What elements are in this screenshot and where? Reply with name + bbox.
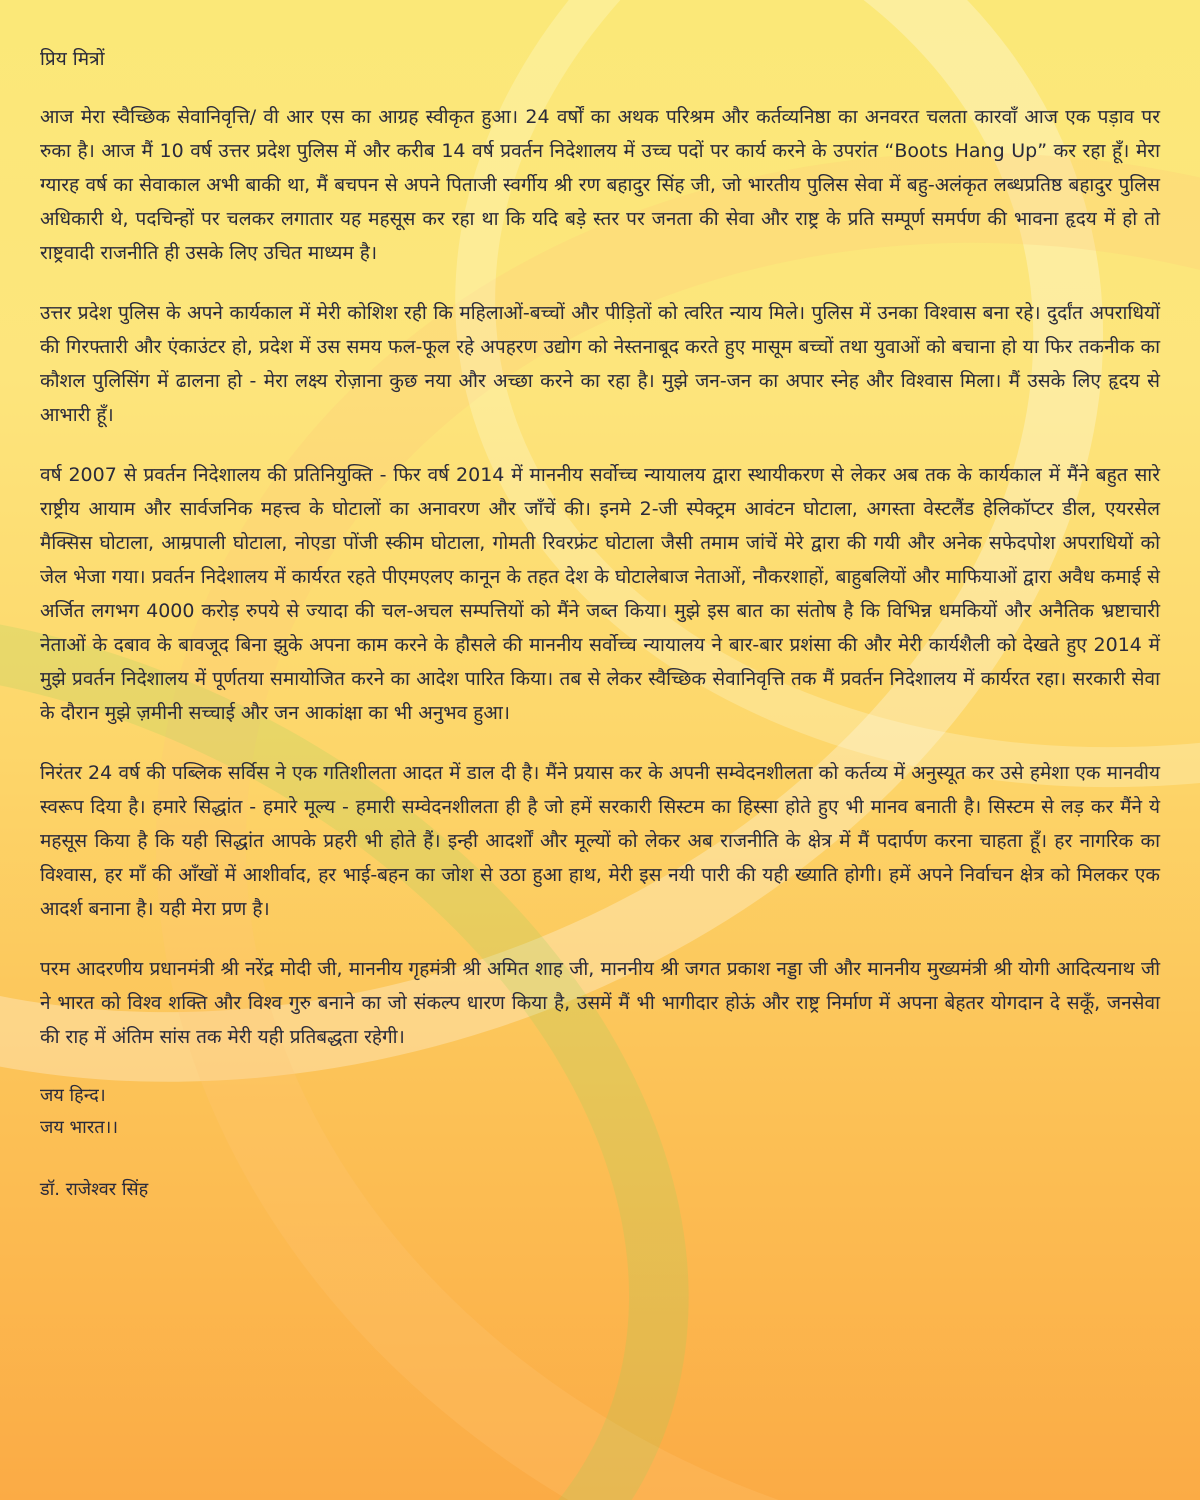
closing-jai-hind: जय हिन्द। [40,1085,106,1106]
letter-paragraph: निरंतर 24 वर्ष की पब्लिक सर्विस ने एक गतिशीलता आदत में डाल दी है। मैंने प्रयास कर के अपनी सम्वेदनशीलता को कर्तव्य में अनुस्यूत कर उसे हमेशा एक मानवीय स्वरूप दिया है। हमारे सिद्धांत - हमारे मूल्य - हमारी सम्वेदनशीलता ही है जो हमें सरकारी सिस्टम का हिस्सा होते हुए भी मानव बनाती है। सिस्टम से लड़ कर मैंने ये महसूस किया है कि यही सिद्धांत आपके प्रहरी भी होते हैं। इन्ही आदर्शों और मूल्यों को लेकर अब राजनीति के क्षेत्र में मैं पदार्पण करना चाहता हूँ। हर नागरिक का विश्वास, हर माँ की आँखों में आशीर्वाद, हर भाई-बहन का जोश से उठा हुआ हाथ, मेरी इस नयी पारी की यही ख्याति होगी। हमें अपने निर्वाचन क्षेत्र को मिलकर एक आदर्श बनाना है। यही मेरा प्रण है। [40,762,1160,920]
letter-signature: डॉ. राजेश्वर सिंह [40,1179,149,1200]
letter-paragraph: आज मेरा स्वैच्छिक सेवानिवृत्ति/ वी आर एस का आग्रह स्वीकृत हुआ। 24 वर्षों का अथक परिश्रम और कर्तव्यनिष्ठा का अनवरत चलता कारवाँ आज एक पड़ाव पर रुका है। आज मैं 10 वर्ष उत्तर प्रदेश पुलिस में और करीब 14 वर्ष प्रवर्तन निदेशालय में उच्च पदों पर कार्य करने के उपरांत “Boots Hang Up” कर रहा हूँ। मेरा ग्यारह वर्ष का सेवाकाल अभी बाकी था, मैं बचपन से अपने पिताजी स्वर्गीय श्री रण बहादुर सिंह जी, जो भारतीय पुलिस सेवा में बहु-अलंकृत लब्धप्रतिष्ठ बहादुर पुलिस अधिकारी थे, पदचिन्हों पर चलकर लगातार यह महसूस कर रहा था कि यदि बड़े स्तर पर जनता की सेवा और राष्ट्र के प्रति सम्पूर्ण समर्पण की भावना हृदय में हो तो राष्ट्रवादी राजनीति ही उसके लिए उचित माध्यम है। [40,106,1160,264]
closing-jai-bharat: जय भारत।। [40,1117,119,1138]
letter-greeting: प्रिय मित्रों [40,48,105,70]
letter [40,44,1160,1206]
letter-closing [40,1080,1160,1144]
letter-paragraph: परम आदरणीय प्रधानमंत्री श्री नरेंद्र मोदी जी, माननीय गृहमंत्री श्री अमित शाह जी, माननीय श्री जगत प्रकाश नड्डा जी और माननीय मुख्यमंत्री श्री योगी आदित्यनाथ जी ने भारत को विश्व शक्ति और विश्व गुरु बनाने का जो संकल्प धारण किया है, उसमें मैं भी भागीदार होऊं और राष्ट्र निर्माण में अपना बेहतर योगदान दे सकूँ, जनसेवा की राह में अंतिम सांस तक मेरी यही प्रतिबद्धता रहेगी। [40,958,1160,1048]
letter-paragraph: उत्तर प्रदेश पुलिस के अपने कार्यकाल में मेरी कोशिश रही कि महिलाओं-बच्चों और पीड़ितों को त्वरित न्याय मिले। पुलिस में उनका विश्वास बना रहे। दुर्दांत अपराधियों की गिरफ्तारी और एंकाउंटर हो, प्रदेश में उस समय फल-फूल रहे अपहरण उद्योग को नेस्तनाबूद करते हुए मासूम बच्चों तथा युवाओं को बचाना हो या फिर तकनीक का कौशल पुलिसिंग में ढालना हो - मेरा लक्ष्य रोज़ाना कुछ नया और अच्छा करने का रहा है। मुझे जन-जन का अपार स्नेह और विश्वास मिला। मैं उसके लिए हृदय से आभारी हूँ। [40,302,1160,426]
letter-paragraph: वर्ष 2007 से प्रवर्तन निदेशालय की प्रतिनियुक्ति - फिर वर्ष 2014 में माननीय सर्वोच्च न्यायालय द्वारा स्थायीकरण से लेकर अब तक के कार्यकाल में मैंने बहुत सारे राष्ट्रीय आयाम और सार्वजनिक महत्त्व के घोटालों का अनावरण और जाँचें की। इनमे 2-जी स्पेक्ट्रम आवंटन घोटाला, अगस्ता वेस्टलैंड हेलिकॉप्टर डील, एयरसेल मैक्सिस घोटाला, आम्रपाली घोटाला, नोएडा पोंजी स्कीम घोटाला, गोमती रिवरफ्रंट घोटाला जैसी तमाम जांचें मेरे द्वारा की गयी और अनेक सफेदपोश अपराधियों को जेल भेजा गया। प्रवर्तन निदेशालय में कार्यरत रहते पीएमएलए कानून के तहत देश के घोटालेबाज नेताओं, नौकरशाहों, बाहुबलियों और माफियाओं द्वारा अवैध कमाई से अर्जित लगभग 4000 करोड़ रुपये से ज्यादा की चल-अचल सम्पत्तियों को मैंने जब्त किया। मुझे इस बात का संतोष है कि विभिन्न धमकियों और अनैतिक भ्रष्टाचारी नेताओं के दबाव के बावजूद बिना झुके अपना काम करने के हौसले की माननीय सर्वोच्च न्यायालय ने बार-बार प्रशंसा की और मेरी कार्यशैली को देखते हुए 2014 में मुझे प्रवर्तन निदेशालय में पूर्णतया समायोजित करने का आदेश पारित किया। तब से लेकर स्वैच्छिक सेवानिवृत्ति तक मैं प्रवर्तन निदेशालय में कार्यरत रहा। सरकारी सेवा के दौरान मुझे ज़मीनी सच्चाई और जन आकांक्षा का भी अनुभव हुआ। [40,464,1160,724]
